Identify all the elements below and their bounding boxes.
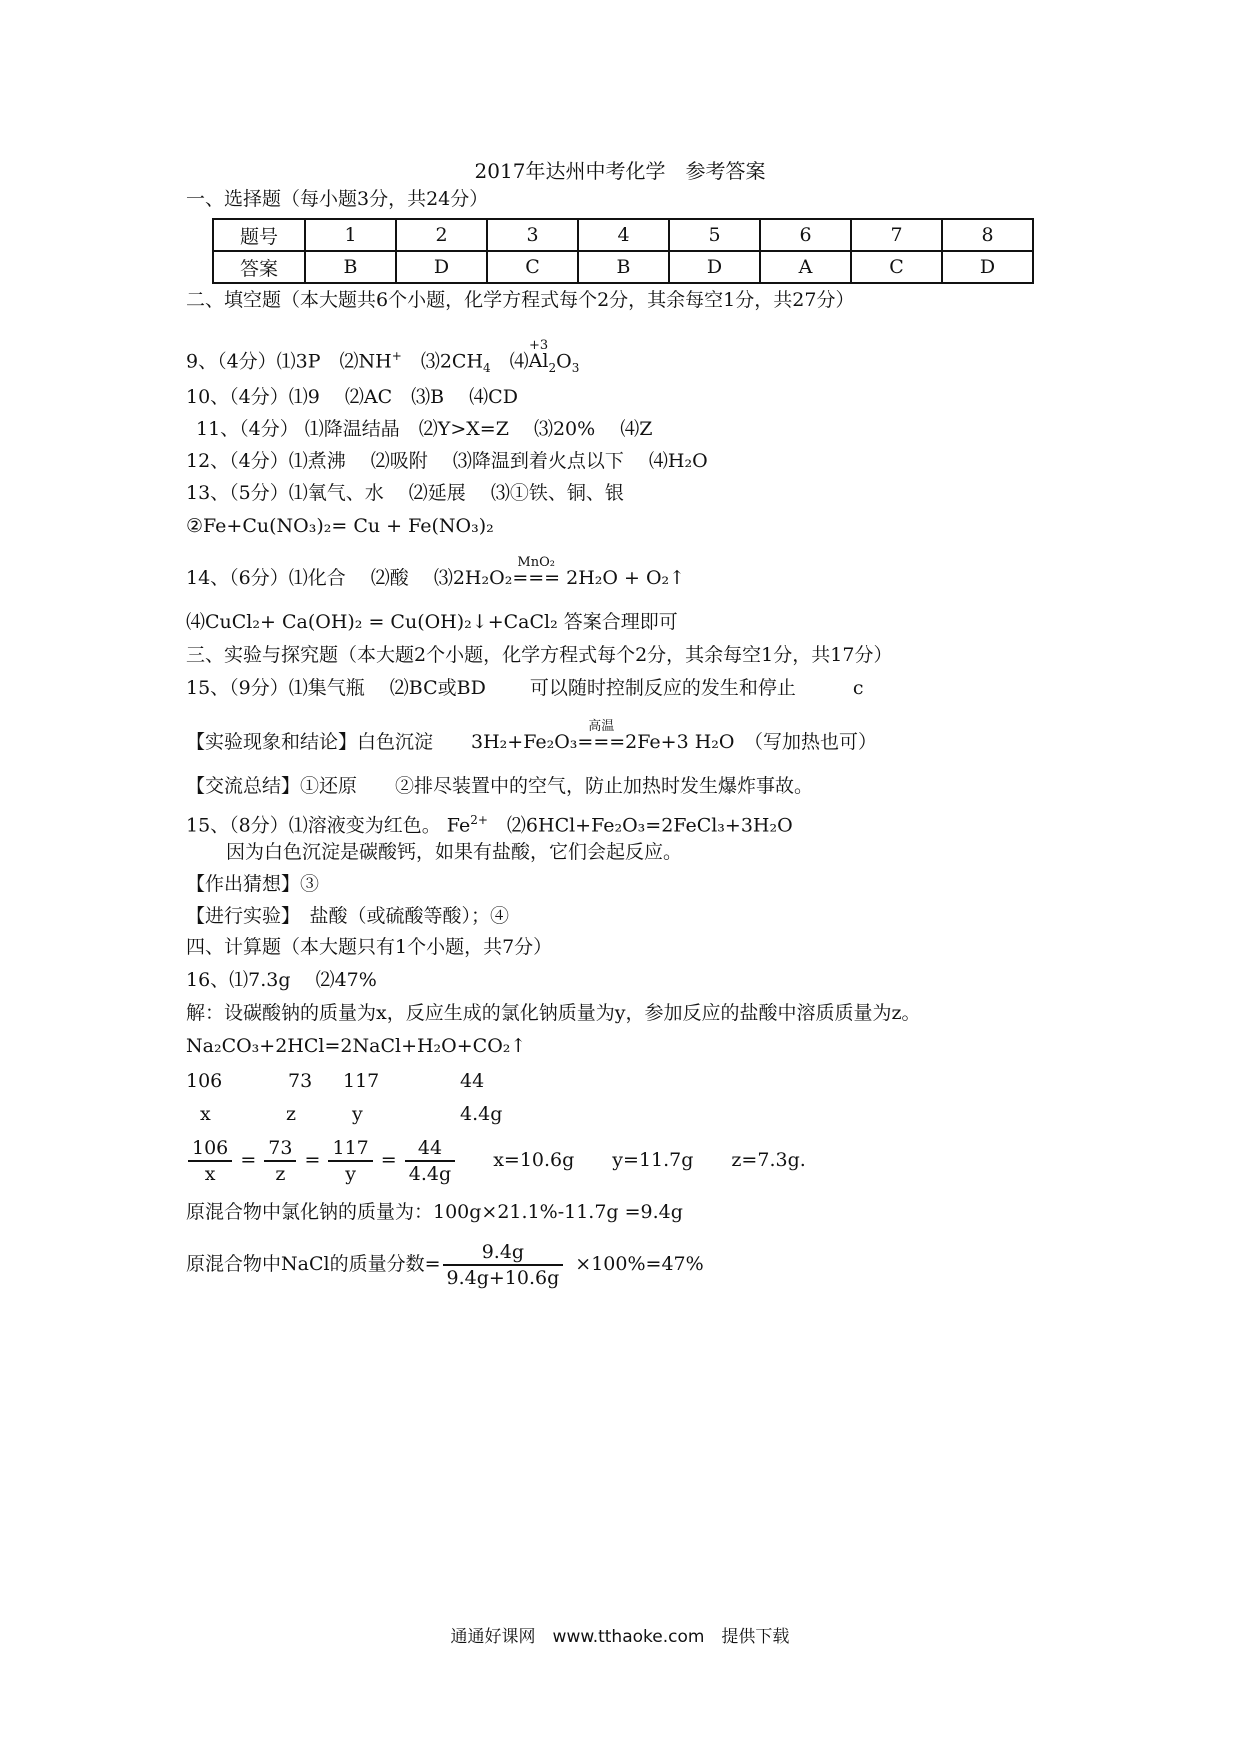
answer-q15-explanation: 因为白色沉淀是碳酸钙，如果有盐酸，它们会起反应。 (226, 841, 683, 863)
table-cell: 7 (851, 219, 942, 251)
answer-q14: 14、（6分）⑴化合 ⑵酸 ⑶2H₂O₂ MnO₂ === 2H₂O + O₂↑ (186, 555, 686, 589)
section-4-heading: 四、计算题（本大题只有1个小题，共7分） (186, 936, 553, 958)
molecular-weight: 73 (288, 1070, 313, 1092)
fraction: $\frac{73}{z}$ (264, 1136, 296, 1186)
answer-q16-nacl-mass: 原混合物中氯化钠的质量为：100g×21.1%-11.7g =9.4g (186, 1201, 683, 1223)
answer-q15-experiment: 【进行实验】 盐酸（或硫酸等酸）；④ (186, 905, 510, 927)
answer-q10: 10、（4分）⑴9 ⑵AC ⑶B ⑷CD (186, 386, 518, 408)
answer-q16: 16、⑴7.3g ⑵47% (186, 969, 377, 991)
valence-aluminum: +3 Al (528, 338, 549, 373)
answer-q9: 9、（4分）⑴3P ⑵NH+ $⑶2CH_4$ ⑷ +3 $Al_2O_3$ (186, 338, 580, 376)
molecular-weight: 106 (186, 1070, 223, 1092)
answer-q15-conclusion: 【实验现象和结论】白色沉淀 3H₂+Fe₂O₃ 高温 ===2Fe+3 H₂O （写加热也可） (186, 719, 877, 753)
table-row-answers (213, 251, 1033, 283)
answer-q15-summary: 【交流总结】①还原 ②排尽装置中的空气，防止加热时发生爆炸事故。 (186, 775, 814, 797)
page-title: 2017年达州中考化学 参考答案 (474, 159, 766, 183)
answer-q16-mass-fraction: 原混合物中NaCl的质量分数= $\frac{9.4g}{9.4g+10.6g}$ ×100%=47% (186, 1241, 704, 1289)
table-cell: 4 (578, 219, 669, 251)
answer-q14-equation: ⑷CuCl₂+ Ca(OH)₂ = Cu(OH)₂↓+CaCl₂ 答案合理即可 (186, 611, 678, 633)
results: x=10.6g y=11.7g z=7.3g. (493, 1149, 806, 1171)
fraction: $\frac{106}{x}$ (188, 1136, 232, 1186)
fraction: $\frac{44}{4.4g}$ (405, 1136, 455, 1186)
table-cell: B (578, 251, 669, 283)
fraction: $\frac{117}{y}$ (328, 1136, 372, 1186)
table-cell: 1 (305, 219, 396, 251)
answer-q16-solution: 解：设碳酸钠的质量为x，反应生成的氯化钠质量为y，参加反应的盐酸中溶质质量为z。 (186, 1002, 921, 1024)
table-cell: D (942, 251, 1033, 283)
answer-q15b: 15、（8分）⑴溶液变为红色。 $Fe^{2+}$ ⑵6HCl+Fe₂O₃=2FeCl₃+3H₂O (186, 813, 793, 837)
answer-table (212, 218, 1034, 284)
molecular-weight: 117 (343, 1070, 380, 1092)
table-cell: 8 (942, 219, 1033, 251)
variable: 4.4g (460, 1103, 503, 1125)
table-cell: D (396, 251, 487, 283)
answer-q12: 12、（4分）⑴煮沸 ⑵吸附 ⑶降温到着火点以下 ⑷H₂O (186, 450, 708, 472)
chemical-equation: Na₂CO₃+2HCl=2NaCl+H₂O+CO₂↑ (186, 1035, 527, 1057)
answer-q15-guess: 【作出猜想】③ (186, 873, 320, 895)
section-3-heading: 三、实验与探究题（本大题2个小题，化学方程式每个2分，其余每空1分，共17分） (186, 644, 893, 666)
table-answer-label: 答案 (213, 251, 305, 283)
section-1-heading: 一、选择题（每小题3分，共24分） (186, 188, 489, 210)
variable: z (286, 1103, 297, 1125)
molecular-weight: 44 (460, 1070, 485, 1092)
variable: y (352, 1103, 363, 1125)
variable: x (200, 1103, 211, 1125)
answer-q13: 13、（5分）⑴氧气、水 ⑵延展 ⑶①铁、铜、银 (186, 482, 624, 504)
answer-q15: 15、（9分）⑴集气瓶 ⑵BC或BD 可以随时控制反应的发生和停止 c (186, 677, 864, 699)
table-cell: C (487, 251, 578, 283)
table-cell: A (760, 251, 851, 283)
reaction-condition: MnO₂ === (512, 555, 561, 589)
table-cell: D (669, 251, 760, 283)
table-cell: B (305, 251, 396, 283)
answer-q13-equation: ②Fe+Cu(NO₃)₂= Cu + Fe(NO₃)₂ (186, 515, 494, 537)
fraction: $\frac{9.4g}{9.4g+10.6g}$ (443, 1240, 564, 1290)
answer-q11: 11、（4分） ⑴降温结晶 ⑵Y>X=Z ⑶20% ⑷Z (196, 418, 653, 440)
footer-source: 通通好课网 www.tthaoke.com 提供下载 (450, 1627, 790, 1647)
reaction-condition: 高温 === (577, 719, 626, 753)
table-cell: 6 (760, 219, 851, 251)
table-cell: 3 (487, 219, 578, 251)
table-cell: 5 (669, 219, 760, 251)
table-cell: 2 (396, 219, 487, 251)
table-cell: C (851, 251, 942, 283)
table-header-label: 题号 (213, 219, 305, 251)
proportion-equation: $\frac{106}{x}$ = $\frac{73}{z}$ = $\frac{117}{y}$ = $\frac{44}{4.4g}$ x=10.6g y=11.7g z=7.3g. (186, 1136, 806, 1186)
section-2-heading: 二、填空题（本大题共6个小题，化学方程式每个2分，其余每空1分，共27分） (186, 289, 855, 311)
table-row-numbers (213, 219, 1033, 251)
